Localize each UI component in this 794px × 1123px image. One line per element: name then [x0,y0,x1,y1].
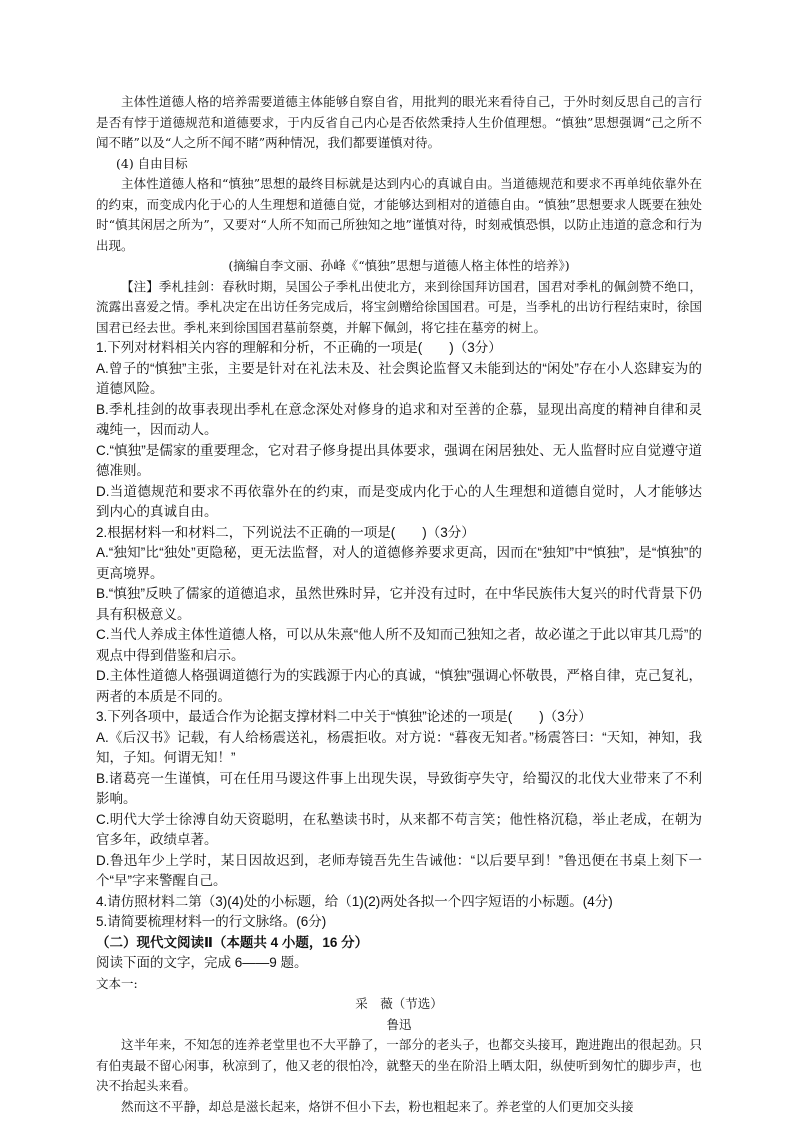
material-two-heading-4: (4) 自由目标 [116,155,188,171]
article-paragraph-1: 这半年来，不知怎的连养老堂里也不大平静了，一部分的老头子，也都交头接耳，跑进跑出的很起劲。只有伯夷最不留心闲事，秋凉到了，他又老的很怕冷，就整天的坐在阶沿上晒太阳，纵使听到匆忙的脚步声，也决不抬起头来看。 [96,1037,702,1093]
material-two-paragraph-1: 主体性道德人格的培养需要道德主体能够自察自省，用批判的眼光来看待自己，于外时刻反思自己的言行是否有悖于道德规范和道德要求，于内反省自己内心是否依然秉持人生价值理想。“慎独”思想强调“己之所不闻不睹”以及“人之所不闻不睹”两种情况，我们都要谨慎对待。 [96,94,702,150]
option-c: C.当代人养成主体性道德人格，可以从朱熹“他人所不及知而己独知之者，故必谨之于此以审其几焉”的观点中得到借鉴和启示。 [96,627,702,663]
option-d: D.鲁迅年少上学时，某日因故迟到，老师寿镜吾先生告诫他：“以后要早到！”鲁迅便在书桌上刻下一个“早”字来警醒自己。 [96,852,702,888]
question-3 [96,707,702,892]
option-b: B.诸葛亮一生谨慎，可在任用马谡这件事上出现失误，导致街亭失守，给蜀汉的北伐大业带来了不利影响。 [96,770,702,806]
option-c: C.“慎独”是儒家的重要理念，它对君子修身提出具体要求，强调在闲居独处、无人监督时应自觉遵守道德准则。 [96,442,702,478]
question-stem: 1.下列对材料相关内容的理解和分析，不正确的一项是( )（3分） [96,340,502,355]
section-title: （二）现代文阅读Ⅱ（本题共 4 小题，16 分） [96,934,369,950]
question-stem: 2.根据材料一和材料二，下列说法不正确的一项是( )（3分） [96,524,475,540]
option-d: D.主体性道德人格强调道德行为的实践源于内心的真诚，“慎独”强调心怀敬畏，严格自律，克己复礼，两者的本质是不同的。 [96,668,702,704]
question-5: 5.请简要梳理材料一的行文脉络。(6分) [96,914,327,929]
article-author: 鲁迅 [386,1016,412,1032]
question-2 [96,523,702,708]
article-paragraph-2: 然而这不平静，却总是滋长起来，烙饼不但小下去，粉也粗起来了。养老堂的人们更加交头接 [121,1098,634,1114]
question-1 [96,338,702,523]
option-a: A.《后汉书》记载，有人给杨震送礼，杨震拒收。对方说：“暮夜无知者。”杨震答曰：“天知，神知，我知，子知。何谓无知！” [96,729,702,765]
question-stem: 3.下列各项中，最适合作为论据支撑材料二中关于“慎独”论述的一项是( )（3分） [96,709,592,724]
article-title: 采 薇（节选） [355,996,443,1011]
material-note: 【注】季札挂剑：春秋时期，吴国公子季札出使北方，来到徐国拜访国君，国君对季札的佩剑赞不绝口，流露出喜爱之情。季札决定在出访任务完成后，将宝剑赠给徐国国君。可是，当季札的出访行程结束时，徐国国君已经去世。季札来到徐国国君墓前祭奠，并解下佩剑，将它挂在墓旁的树上。 [96,278,702,335]
option-b: B.“慎独”反映了儒家的道德追求，虽然世殊时异，它并没有过时，在中华民族伟大复兴的时代背景下仍具有积极意义。 [96,586,702,622]
option-d: D.当道德规范和要求不再依靠外在的约束，而是变成内化于心的人生理想和道德自觉时，人才能够达到内心的真诚自由。 [96,483,702,519]
exam-page [96,92,702,1117]
option-a: A.曾子的“慎独”主张，主要是针对在礼法未及、社会舆论监督又未能到达的“闲处”存在小人恣肆妄为的道德风险。 [96,360,702,396]
material-two-paragraph-2: 主体性道德人格和“慎独”思想的最终目标就是达到内心的真诚自由。当道德规范和要求不再单纯依靠外在的约束，而变成内化于心的人生理想和道德自觉，才能够达到相对的道德自由。“慎独”思想要求人既要在独处时“慎其闲居之所为”，又要对“人所不知而己所独知之地”谨慎对待，时刻戒慎恐惧，以防止违道的意念和行为出现。 [96,176,702,253]
material-source: (摘编自李文丽、孙峰《“慎独”思想与道德人格主体性的培养》) [228,258,570,273]
question-4: 4.请仿照材料二第（3)(4)处的小标题，给（1)(2)两处各拟一个四字短语的小标题。(4分) [96,893,613,909]
section-instruction: 阅读下面的文字，完成 6——9 题。 [96,955,308,970]
text-label: 文本一: [96,975,138,991]
option-a: A.“独知”比“独处”更隐秘，更无法监督，对人的道德修养要求更高，因而在“独知”中“慎独”，是“慎独”的更高境界。 [96,545,702,581]
option-b: B.季札挂剑的故事表现出季札在意念深处对修身的追求和对至善的企慕，显现出高度的精神自律和灵魂纯一，因而动人。 [96,401,702,437]
option-c: C.明代大学士徐溥自幼天资聪明，在私塾读书时，从来都不苟言笑；他性格沉稳，举止老成，在朝为官多年，政绩卓著。 [96,811,702,847]
